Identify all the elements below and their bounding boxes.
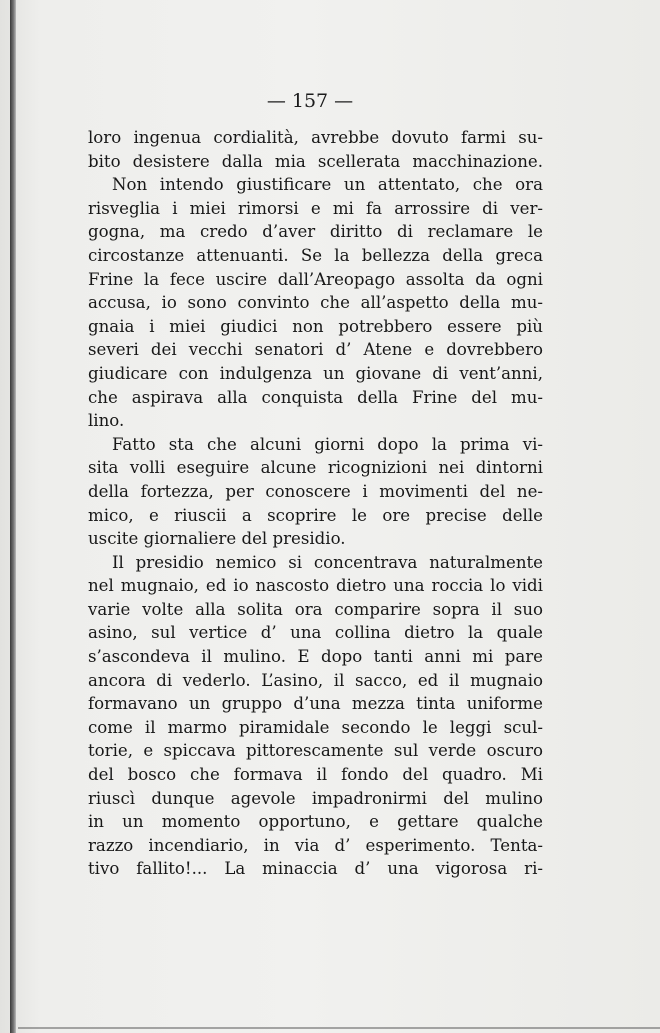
text-line: che aspirava alla conquista della Frine del mu- (88, 387, 543, 407)
text-line: della fortezza, per conoscere i movimenti del ne- (88, 481, 543, 501)
paragraph-end-line: lino. (88, 411, 125, 431)
text-line: riuscì dunque agevole impadronirmi del mulino (88, 788, 543, 808)
paragraph-start-line: Non intendo giustificare un attentato, che ora (112, 175, 543, 195)
text-line: sita volli eseguire alcune ricognizioni nei dintorni (88, 458, 543, 478)
text-line: come il marmo piramidale secondo le leggi scul- (88, 717, 543, 737)
text-line: s’ascondeva il mulino. E dopo tanti anni mi pare (88, 647, 543, 667)
paragraph-start-line: Fatto sta che alcuni giorni dopo la prima vi- (112, 434, 543, 454)
page-bottom-edge (18, 1027, 660, 1029)
text-line: severi dei vecchi senatori d’ Atene e dovrebbero (88, 340, 543, 360)
text-line: in un momento opportuno, e gettare qualche (88, 812, 543, 832)
text-line: risveglia i miei rimorsi e mi fa arrossire di ver- (88, 198, 543, 218)
text-line: tivo fallito!... La minaccia d’ una vigorosa ri- (88, 859, 543, 879)
text-line: torie, e spiccava pittorescamente sul verde oscuro (88, 741, 543, 761)
text-line: gnaia i miei giudici non potrebbero essere più (88, 316, 543, 336)
text-line: formavano un gruppo d’una mezza tinta uniforme (88, 694, 543, 714)
paragraph-end-line: uscite giornaliere del presidio. (88, 529, 346, 549)
page-binding-edge (10, 0, 16, 1033)
body-text (88, 126, 543, 881)
text-line: asino, sul vertice d’ una collina dietro la quale (88, 623, 543, 643)
text-line: gogna, ma credo d’aver diritto di reclamare le (88, 222, 543, 242)
text-line: ancora di vederlo. L’asino, il sacco, ed il mugnaio (88, 670, 543, 690)
text-line: razzo incendiario, in via d’ esperimento. Tenta- (88, 835, 543, 855)
text-line: varie volte alla solita ora comparire sopra il suo (88, 599, 543, 619)
text-line: giudicare con indulgenza un giovane di vent’anni, (88, 363, 543, 383)
text-line: circostanze attenuanti. Se la bellezza della greca (88, 245, 543, 265)
text-line: accusa, io sono convinto che all’aspetto della mu- (88, 293, 543, 313)
text-line: mico, e riuscii a scoprire le ore precise delle (88, 505, 543, 525)
text-line: loro ingenua cordialità, avrebbe dovuto farmi su- (88, 128, 543, 147)
text-line: del bosco che formava il fondo del quadro. Mi (88, 765, 543, 785)
text-line: Frine la fece uscire dall’Areopago assolta da ogni (88, 269, 543, 289)
paragraph-start-line: Il presidio nemico si concentrava naturalmente (112, 552, 543, 572)
text-line: nel mugnaio, ed io nascosto dietro una roccia lo vidi (88, 576, 543, 596)
text-line: bito desistere dalla mia scellerata macchinazione. (88, 151, 543, 171)
page-number: — 157 — (266, 90, 354, 112)
